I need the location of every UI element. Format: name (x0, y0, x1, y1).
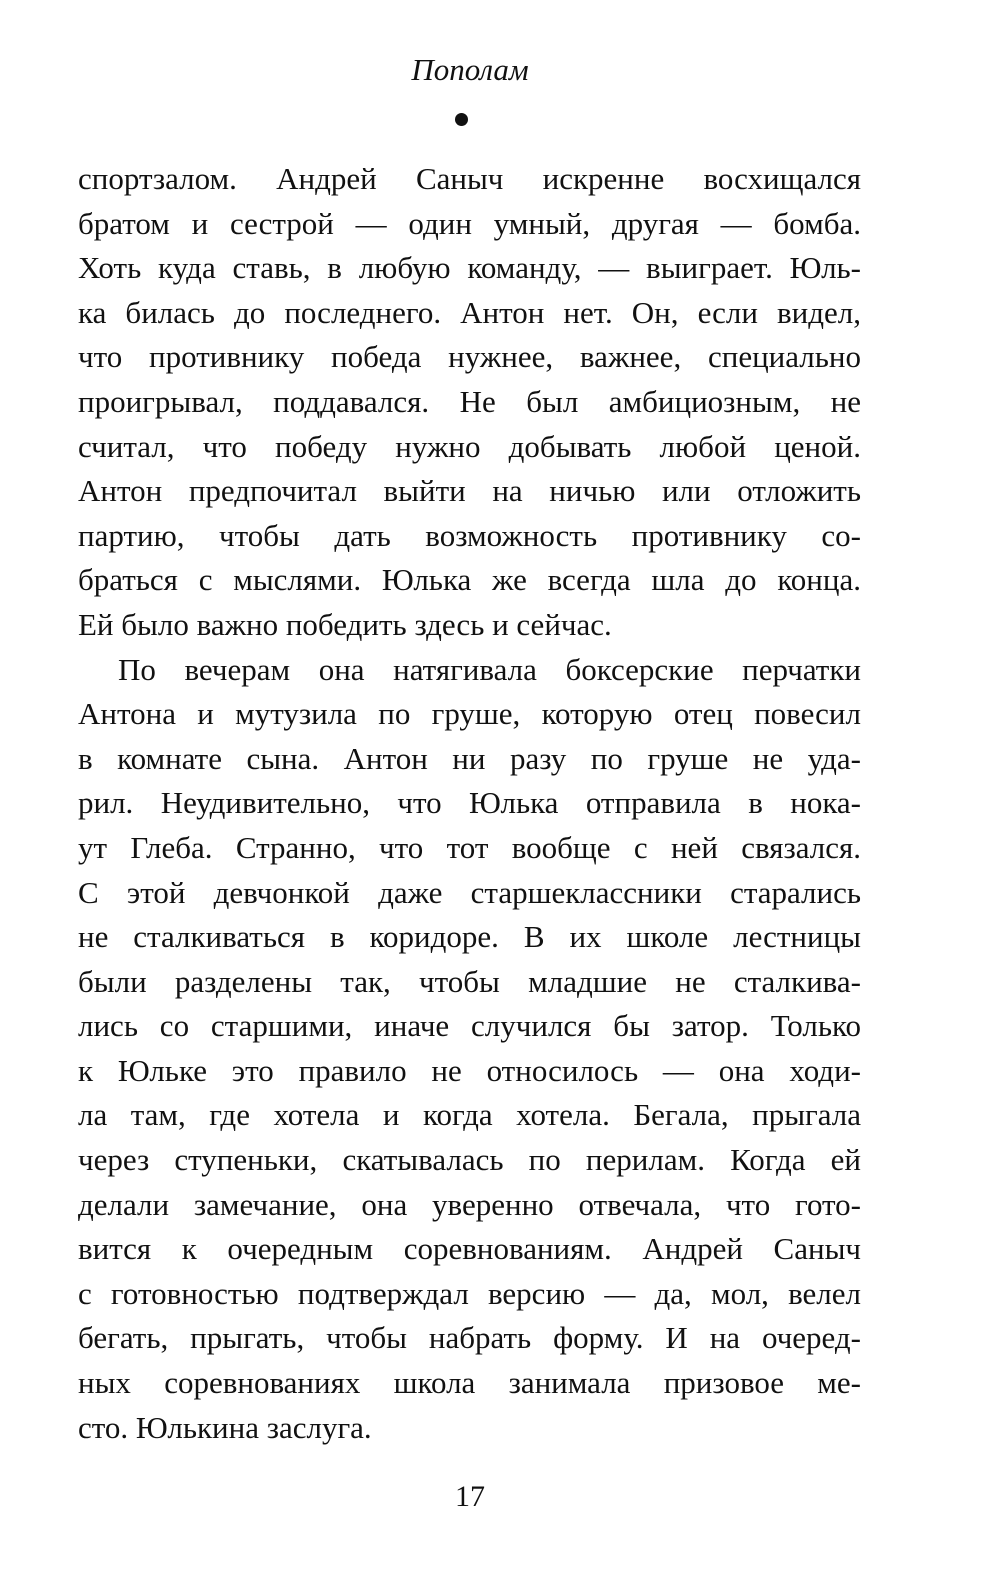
text-line: что противнику победа нужнее, важнее, специально (78, 339, 861, 375)
text-line: в комнате сына. Антон ни разу по груше не уда- (78, 740, 861, 776)
text-line: Антон предпочитал выйти на ничью или отложить (78, 473, 861, 509)
text-line: С этой девчонкой даже старшеклассники старались (78, 874, 861, 910)
bullet-ornament (455, 113, 468, 126)
text-line: ных соревнованиях школа занимала призовое ме- (78, 1365, 861, 1401)
text-line: рил. Неудивительно, что Юлька отправила в нока- (78, 785, 861, 821)
text-line: братом и сестрой — один умный, другая — бомба. (78, 205, 861, 241)
text-line: По вечерам она натягивала боксерские перчатки (118, 651, 861, 687)
text-line: делали замечание, она уверенно отвечала, что гото- (78, 1186, 861, 1222)
text-line: бегать, прыгать, чтобы набрать форму. И на очеред- (78, 1320, 861, 1356)
text-line: не сталкиваться в коридоре. В их школе лестницы (78, 919, 861, 955)
text-line: Хоть куда ставь, в любую команду, — выиграет. Юль- (78, 250, 861, 286)
running-head: Пополам (411, 52, 529, 87)
text-line: ут Глеба. Странно, что тот вообще с ней связался. (78, 829, 861, 865)
text-line: партию, чтобы дать возможность противнику со- (78, 517, 861, 553)
body-text (78, 157, 861, 1450)
text-line: браться с мыслями. Юлька же всегда шла до конца. (78, 562, 861, 598)
text-line: спортзалом. Андрей Саныч искренне восхищался (78, 161, 861, 196)
text-line: к Юльке это правило не относилось — она ходи- (78, 1052, 861, 1088)
text-line: проигрывал, поддавался. Не был амбициозным, не (78, 383, 861, 419)
text-line: лись со старшими, иначе случился бы затор. Только (78, 1008, 861, 1044)
text-line: через ступеньки, скатывалась по перилам. Когда ей (78, 1142, 861, 1178)
text-line: ла там, где хотела и когда хотела. Бегала, прыгала (78, 1097, 861, 1133)
text-line: сто. Юлькина заслуга. (78, 1409, 372, 1445)
text-line: считал, что победу нужно добывать любой ценой. (78, 428, 861, 464)
text-line: вится к очередным соревнованиям. Андрей Саныч (78, 1231, 861, 1267)
text-line: Ей было важно победить здесь и сейчас. (78, 606, 612, 642)
text-line: были разделены так, чтобы младшие не сталкива- (78, 963, 861, 999)
page-number: 17 (455, 1480, 485, 1513)
text-line: ка билась до последнего. Антон нет. Он, если видел, (78, 294, 861, 330)
text-line: Антона и мутузила по груше, которую отец повесил (78, 696, 861, 732)
text-line: с готовностью подтверждал версию — да, мол, велел (78, 1275, 861, 1311)
